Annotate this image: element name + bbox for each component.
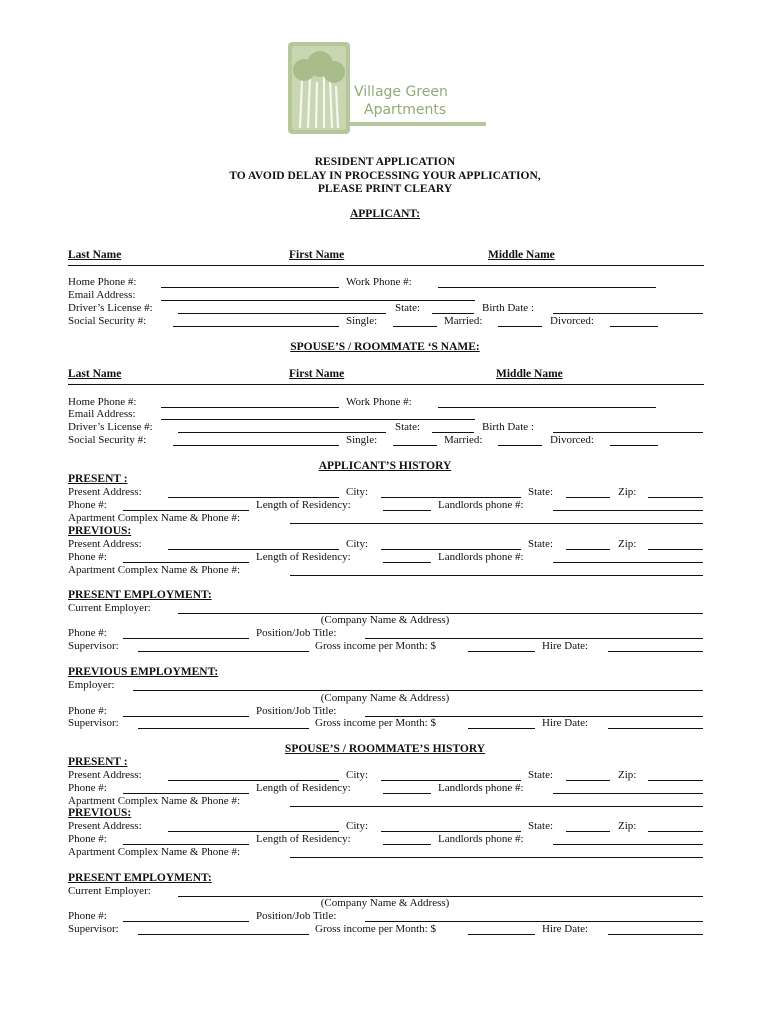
position-field[interactable] — [365, 638, 703, 639]
previous-zip-label: Zip: — [618, 538, 637, 550]
applicant-phone-row — [68, 276, 704, 289]
gross-income-field[interactable] — [468, 651, 535, 652]
supervisor-label: Supervisor: — [68, 640, 119, 652]
spouse-employer-phone-label: Phone #: — [68, 910, 107, 922]
spouse-drivers-license-field[interactable] — [178, 432, 386, 433]
single-field[interactable] — [393, 326, 437, 327]
spouse-previous-phone-field[interactable] — [123, 844, 249, 845]
form-title: RESIDENT APPLICATION — [314, 156, 456, 168]
previous-hire-date-label: Hire Date: — [542, 717, 589, 729]
previous-employer-row — [68, 679, 704, 692]
previous-apt-complex-field[interactable] — [290, 575, 703, 576]
spouse-previous-state-label: State: — [528, 820, 554, 832]
spouse-divorced-field[interactable] — [610, 445, 658, 446]
spouse-present-complex-row — [68, 795, 704, 808]
spouse-employment-phone-row — [68, 910, 704, 923]
previous-supervisor-label: Supervisor: — [68, 717, 119, 729]
spouse-previous-landlords-label: Landlords phone #: — [438, 833, 524, 845]
previous-landlords-phone-field[interactable] — [553, 562, 703, 563]
spouse-state-field[interactable] — [432, 432, 474, 433]
spouse-employer-phone-field[interactable] — [123, 921, 249, 922]
drivers-license-label: Driver’s License #: — [68, 302, 153, 314]
previous-address-label: Present Address: — [68, 538, 142, 550]
spouse-employment-supervisor-row — [68, 923, 704, 936]
previous-gross-income-field[interactable] — [468, 728, 535, 729]
employment-supervisor-row — [68, 640, 704, 653]
apt-complex-field[interactable] — [290, 523, 703, 524]
length-residency-label: Length of Residency: — [256, 499, 351, 511]
spouse-present-phone-row — [68, 782, 704, 795]
spouse-previous-apt-complex-label: Apartment Complex Name & Phone #: — [68, 846, 240, 858]
applicant-email-row — [68, 289, 704, 302]
last-name-label: Last Name — [68, 249, 122, 261]
spouse-previous-address-row — [68, 820, 704, 833]
home-phone-field[interactable] — [161, 287, 339, 288]
hire-date-label: Hire Date: — [542, 640, 589, 652]
village-green-logo — [286, 40, 488, 136]
birth-date-field[interactable] — [553, 313, 703, 314]
spouse-last-name-label: Last Name — [68, 368, 122, 380]
email-label: Email Address: — [68, 289, 136, 301]
spouse-previous-phone-label: Phone #: — [68, 833, 107, 845]
married-label: Married: — [444, 315, 483, 327]
spouse-ssn-row — [68, 434, 704, 447]
city-field[interactable] — [381, 497, 521, 498]
spouse-present-address-label: Present Address: — [68, 769, 142, 781]
first-name-label: First Name — [289, 249, 345, 261]
applicant-ssn-row — [68, 315, 704, 328]
gross-income-label: Gross income per Month: $ — [315, 640, 436, 652]
work-phone-field[interactable] — [438, 287, 656, 288]
spouse-zip-label: Zip: — [618, 769, 637, 781]
previous-length-residency-label: Length of Residency: — [256, 551, 351, 563]
applicant-previous-address-row — [68, 538, 704, 551]
spouse-present-address-row — [68, 769, 704, 782]
applicant-present-phone-row — [68, 499, 704, 512]
applicant-previous-complex-row — [68, 564, 704, 577]
employer-phone-field[interactable] — [123, 638, 249, 639]
spouse-state-label-2: State: — [528, 769, 554, 781]
spouse-license-row — [68, 421, 704, 434]
spouse-middle-name-label: Middle Name — [496, 368, 563, 380]
spouse-present-employment-heading: PRESENT EMPLOYMENT: — [68, 872, 212, 884]
state-label: State: — [395, 302, 421, 314]
employer-phone-label: Phone #: — [68, 627, 107, 639]
supervisor-field[interactable] — [138, 651, 309, 652]
previous-hire-date-field[interactable] — [608, 728, 703, 729]
spouse-previous-landlords-field[interactable] — [553, 844, 703, 845]
applicant-history-heading: APPLICANT’S HISTORY — [318, 460, 452, 472]
applicant-previous-heading: PREVIOUS: — [68, 525, 132, 537]
previous-employer-phone-label: Phone #: — [68, 705, 107, 717]
birth-date-label: Birth Date : — [482, 302, 534, 314]
present-employment-heading: PRESENT EMPLOYMENT: — [68, 589, 212, 601]
spouse-work-phone-label: Work Phone #: — [346, 396, 412, 408]
spouse-state-field-2[interactable] — [566, 780, 610, 781]
divorced-field[interactable] — [610, 326, 658, 327]
spouse-married-field[interactable] — [498, 445, 542, 446]
present-address-label: Present Address: — [68, 486, 142, 498]
middle-name-label: Middle Name — [488, 249, 555, 261]
spouse-email-field[interactable] — [161, 419, 475, 420]
spouse-name-heading: SPOUSE’S / ROOMMATE ‘S NAME: — [290, 341, 480, 353]
drivers-license-field[interactable] — [178, 313, 386, 314]
previous-city-field[interactable] — [381, 549, 521, 550]
hire-date-field[interactable] — [608, 651, 703, 652]
spouse-state-label: State: — [395, 421, 421, 433]
state-field-2[interactable] — [566, 497, 610, 498]
applicant-present-complex-row — [68, 512, 704, 525]
landlords-phone-label: Landlords phone #: — [438, 499, 524, 511]
spouse-apt-complex-field[interactable] — [290, 806, 703, 807]
form-subtitle-2: PLEASE PRINT CLEARY — [317, 183, 453, 195]
spouse-phone-label: Phone #: — [68, 782, 107, 794]
spouse-landlords-phone-label: Landlords phone #: — [438, 782, 524, 794]
spouse-previous-address-field[interactable] — [168, 831, 339, 832]
spouse-present-heading: PRESENT : — [68, 756, 128, 768]
spouse-previous-phone-row — [68, 833, 704, 846]
apt-complex-label: Apartment Complex Name & Phone #: — [68, 512, 240, 524]
home-phone-label: Home Phone #: — [68, 276, 137, 288]
spouse-first-name-label: First Name — [289, 368, 345, 380]
spouse-divorced-label: Divorced: — [550, 434, 594, 446]
previous-position-label: Position/Job Title: — [256, 705, 337, 717]
previous-gross-income-label: Gross income per Month: $ — [315, 717, 436, 729]
spouse-gross-income-label: Gross income per Month: $ — [315, 923, 436, 935]
spouse-name-columns — [68, 368, 704, 385]
previous-state-label: State: — [528, 538, 554, 550]
phone-label: Phone #: — [68, 499, 107, 511]
spouse-previous-zip-field[interactable] — [648, 831, 703, 832]
spouse-position-label: Position/Job Title: — [256, 910, 337, 922]
previous-state-field[interactable] — [566, 549, 610, 550]
married-field[interactable] — [498, 326, 542, 327]
previous-phone-label: Phone #: — [68, 551, 107, 563]
spouse-history-heading: SPOUSE’S / ROOMMATE’S HISTORY — [284, 743, 486, 755]
ssn-label: Social Security #: — [68, 315, 147, 327]
previous-employer-label: Employer: — [68, 679, 115, 691]
spouse-city-label: City: — [346, 769, 369, 781]
logo-line2: Apartments — [364, 102, 447, 118]
spouse-email-row — [68, 408, 704, 421]
form-subtitle-1: TO AVOID DELAY IN PROCESSING YOUR APPLICATION, — [229, 170, 541, 182]
spouse-hire-date-field[interactable] — [608, 934, 703, 935]
current-employer-label: Current Employer: — [68, 602, 151, 614]
zip-label: Zip: — [618, 486, 637, 498]
city-label: City: — [346, 486, 369, 498]
previous-landlords-phone-label: Landlords phone #: — [438, 551, 524, 563]
previous-employer-field[interactable] — [133, 690, 703, 691]
spouse-previous-city-label: City: — [346, 820, 369, 832]
previous-employment-heading: PREVIOUS EMPLOYMENT: — [68, 666, 219, 678]
landlords-phone-field[interactable] — [553, 510, 703, 511]
previous-employment-supervisor-row — [68, 717, 704, 730]
spouse-previous-apt-complex-field[interactable] — [290, 857, 703, 858]
spouse-home-phone-label: Home Phone #: — [68, 396, 137, 408]
spouse-ssn-field[interactable] — [173, 445, 339, 446]
previous-city-label: City: — [346, 538, 369, 550]
applicant-heading: APPLICANT: — [349, 208, 421, 220]
employment-phone-row — [68, 627, 704, 640]
position-label: Position/Job Title: — [256, 627, 337, 639]
company-caption: (Company Name & Address) — [320, 614, 450, 626]
spouse-email-label: Email Address: — [68, 408, 136, 420]
state-label-2: State: — [528, 486, 554, 498]
spouse-city-field[interactable] — [381, 780, 521, 781]
spouse-previous-complex-row — [68, 846, 704, 859]
ssn-field[interactable] — [173, 326, 339, 327]
previous-phone-field[interactable] — [123, 562, 249, 563]
phone-field[interactable] — [123, 510, 249, 511]
spouse-current-employer-label: Current Employer: — [68, 885, 151, 897]
applicant-present-heading: PRESENT : — [68, 473, 128, 485]
applicant-license-row — [68, 302, 704, 315]
spouse-position-field[interactable] — [365, 921, 703, 922]
divorced-label: Divorced: — [550, 315, 594, 327]
spouse-previous-city-field[interactable] — [381, 831, 521, 832]
length-residency-field[interactable] — [383, 510, 431, 511]
spouse-single-label: Single: — [346, 434, 378, 446]
spouse-previous-heading: PREVIOUS: — [68, 807, 132, 819]
applicant-previous-phone-row — [68, 551, 704, 564]
spouse-landlords-phone-field[interactable] — [553, 793, 703, 794]
spouse-birth-date-label: Birth Date : — [482, 421, 534, 433]
spouse-married-label: Married: — [444, 434, 483, 446]
previous-length-residency-field[interactable] — [383, 562, 431, 563]
spouse-company-caption: (Company Name & Address) — [320, 897, 450, 909]
spouse-ssn-label: Social Security #: — [68, 434, 147, 446]
spouse-supervisor-field[interactable] — [138, 934, 309, 935]
previous-apt-complex-label: Apartment Complex Name & Phone #: — [68, 564, 240, 576]
spouse-phone-field[interactable] — [123, 793, 249, 794]
spouse-previous-address-label: Present Address: — [68, 820, 142, 832]
spouse-single-field[interactable] — [393, 445, 437, 446]
applicant-name-columns — [68, 249, 704, 266]
spouse-hire-date-label: Hire Date: — [542, 923, 589, 935]
logo-line1: Village Green — [354, 84, 448, 100]
spouse-previous-length-field[interactable] — [383, 844, 431, 845]
single-label: Single: — [346, 315, 378, 327]
spouse-length-residency-field[interactable] — [383, 793, 431, 794]
state-field[interactable] — [432, 313, 474, 314]
previous-zip-field[interactable] — [648, 549, 703, 550]
work-phone-label: Work Phone #: — [346, 276, 412, 288]
spouse-drivers-license-label: Driver’s License #: — [68, 421, 153, 433]
spouse-apt-complex-label: Apartment Complex Name & Phone #: — [68, 795, 240, 807]
zip-field[interactable] — [648, 497, 703, 498]
spouse-previous-zip-label: Zip: — [618, 820, 637, 832]
spouse-length-residency-label: Length of Residency: — [256, 782, 351, 794]
applicant-present-address-row — [68, 486, 704, 499]
spouse-supervisor-label: Supervisor: — [68, 923, 119, 935]
email-field[interactable] — [161, 300, 475, 301]
spouse-zip-field[interactable] — [648, 780, 703, 781]
spouse-gross-income-field[interactable] — [468, 934, 535, 935]
present-address-field[interactable] — [168, 497, 339, 498]
spouse-present-address-field[interactable] — [168, 780, 339, 781]
spouse-birth-date-field[interactable] — [553, 432, 703, 433]
previous-address-field[interactable] — [168, 549, 339, 550]
previous-supervisor-field[interactable] — [138, 728, 309, 729]
spouse-previous-state-field[interactable] — [566, 831, 610, 832]
spouse-previous-length-label: Length of Residency: — [256, 833, 351, 845]
previous-company-caption: (Company Name & Address) — [320, 692, 450, 704]
